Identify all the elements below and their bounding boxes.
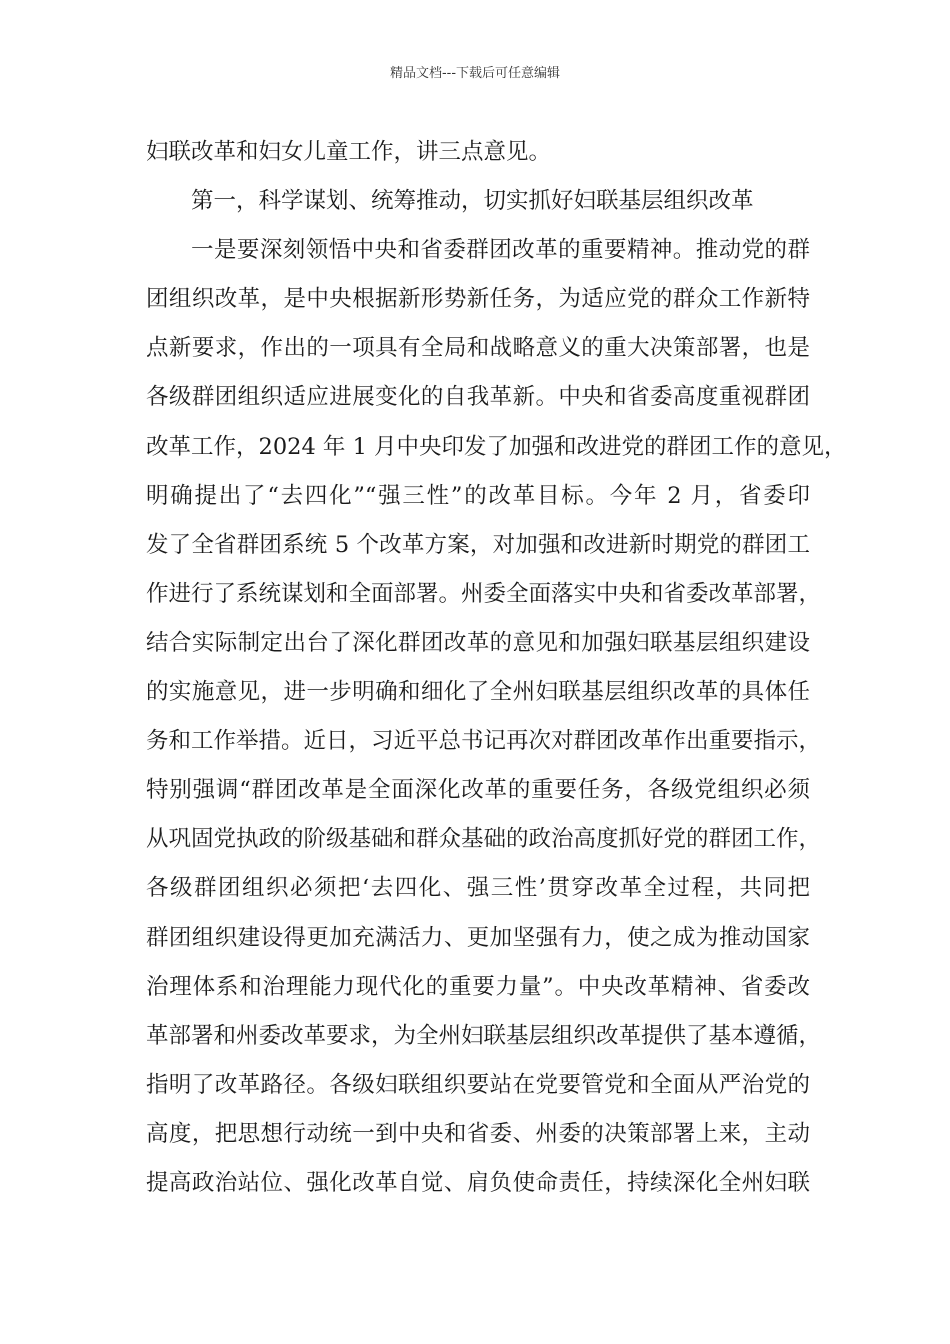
text-line: 结合实际制定出台了深化群团改革的意见和加强妇联基层组织建设 xyxy=(146,629,810,656)
text-line: 特别强调“群团改革是全面深化改革的重要任务，各级党组织必须 xyxy=(146,777,810,804)
document-body xyxy=(146,128,847,1208)
text-line: 提高政治站位、强化改革自觉、肩负使命责任，持续深化全州妇联 xyxy=(146,1169,810,1196)
text-line: 革部署和州委改革要求，为全州妇联基层组织改革提供了基本遵循， xyxy=(146,1022,822,1049)
text-line: 从巩固党执政的阶级基础和群众基础的政治高度抓好党的群团工作， xyxy=(146,826,822,853)
text-line: 发了全省群团系统 5 个改革方案，对加强和改进新时期党的群团工 xyxy=(146,531,810,558)
text-line: 的实施意见，进一步明确和细化了全州妇联基层组织改革的具体任 xyxy=(146,679,810,706)
text-line: 高度，把思想行动统一到中央和省委、州委的决策部署上来，主动 xyxy=(146,1120,810,1147)
text-line: 务和工作举措。近日，习近平总书记再次对群团改革作出重要指示， xyxy=(146,728,822,755)
text-line: 明确提出了“去四化”“强三性”的改革目标。今年 2 月，省委印 xyxy=(146,482,810,509)
page-header: 精品文档---下载后可任意编辑 xyxy=(389,66,561,81)
text-line: 指明了改革路径。各级妇联组织要站在党要管党和全面从严治党的 xyxy=(146,1071,810,1098)
text-line: 点新要求，作出的一项具有全局和战略意义的重大决策部署，也是 xyxy=(146,335,810,362)
text-line: 团组织改革，是中央根据新形势新任务，为适应党的群众工作新特 xyxy=(146,286,810,313)
text-line: 改革工作，2024 年 1 月中央印发了加强和改进党的群团工作的意见， xyxy=(146,433,847,460)
section-heading: 第一，科学谋划、统筹推动，切实抓好妇联基层组织改革 xyxy=(191,188,754,215)
text-line: 一是要深刻领悟中央和省委群团改革的重要精神。推动党的群 xyxy=(191,237,810,264)
text-line: 妇联改革和妇女儿童工作，讲三点意见。 xyxy=(146,139,552,165)
text-line: 作进行了系统谋划和全面部署。州委全面落实中央和省委改革部署， xyxy=(146,580,822,607)
text-line: 群团组织建设得更加充满活力、更加坚强有力，使之成为推动国家 xyxy=(146,924,810,951)
text-line: 各级群团组织适应进展变化的自我革新。中央和省委高度重视群团 xyxy=(146,384,810,411)
text-line: 各级群团组织必须把‘去四化、强三性’贯穿改革全过程，共同把 xyxy=(146,875,810,902)
text-line: 治理体系和治理能力现代化的重要力量”。中央改革精神、省委改 xyxy=(146,973,810,1000)
